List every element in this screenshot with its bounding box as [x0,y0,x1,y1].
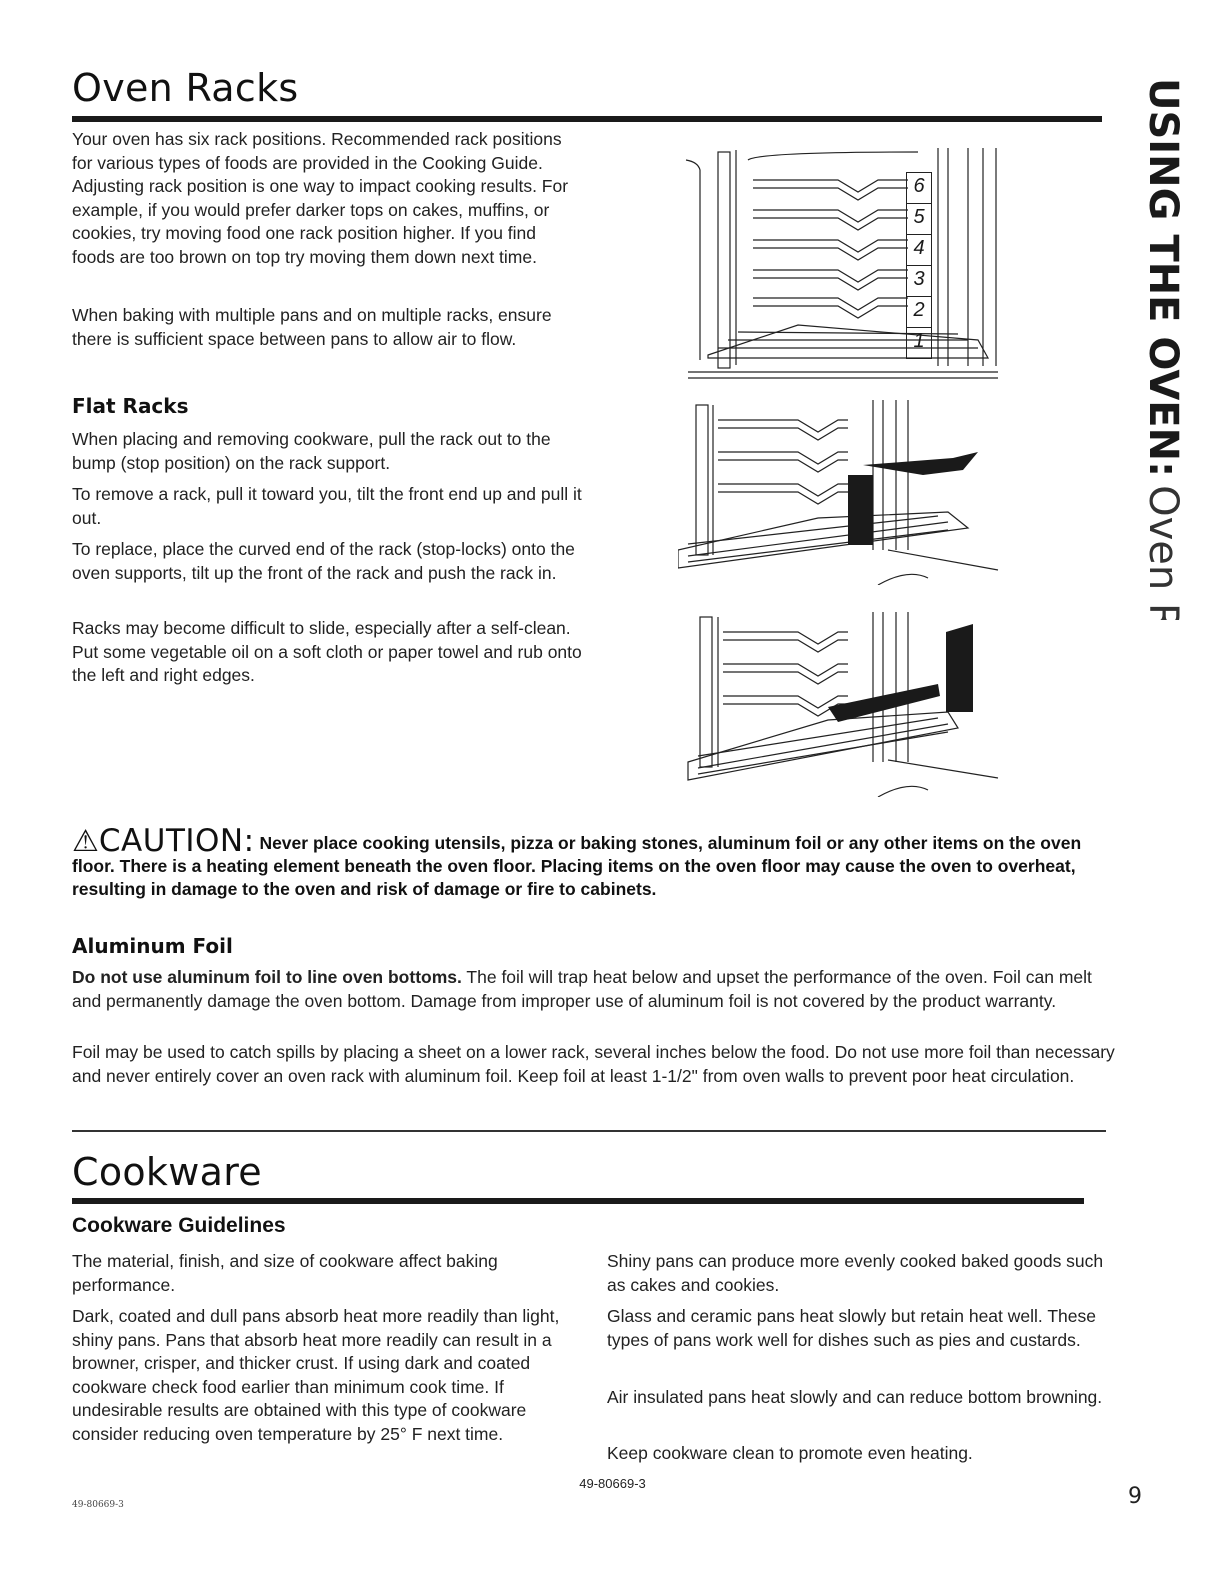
aluminum-foil-paragraph-1 [72,966,1117,1013]
side-tab-bold-text: USING THE OVEN: [1140,78,1186,478]
caution-text: Never place cooking utensils, pizza or baking stones, aluminum foil or any other items on the oven floor. There is a heating element beneath the oven floor. Placing items on the oven floor may cause the oven to overheat, resulting in damage to the oven and risk of damage or fire to cabinets. [72,833,1082,899]
side-section-tab [1128,60,1188,620]
aluminum-foil-paragraph-2: Foil may be used to catch spills by placing a sheet on a lower rack, several inches below the food. Do not use more foil than necessary and never entirely cover an oven rack with aluminum foil. Keep foil at least 1-1/2" from oven walls to prevent poor heat circulation. [72,1042,1115,1086]
rack-positions-illustration [678,140,1008,380]
cookware-left-paragraph-2: Dark, coated and dull pans absorb heat more readily than light, shiny pans. Pans that absorb heat more readily can result in a browner, crisper, and thicker crust. If using dark and coated cookware check food earlier than minimum cook time. If undesirable results are obtained with this type of cookware consider reducing oven temperature by 25° F next time. [72,1306,560,1444]
replace-rack-illustration [678,612,1008,797]
section-title-cookware: Cookware [72,1150,262,1194]
title-rule [72,116,1102,122]
cookware-guidelines-heading: Cookware Guidelines [72,1214,286,1237]
cookware-right-paragraph-1: Shiny pans can produce more evenly cooked baked goods such as cakes and cookies. [607,1251,1104,1295]
aluminum-foil-warning: Do not use aluminum foil to line oven bottoms. [72,967,462,987]
rack-label-5: 5 [906,204,932,235]
caution-word: CAUTION: [98,823,255,859]
remove-rack-illustration [678,400,1008,585]
rack-label-1: 1 [906,328,932,359]
page-number: 9 [1128,1484,1142,1509]
rack-number-labels [906,172,932,359]
svg-text:USING THE OVEN:Oven Racks [1140,78,1186,620]
cookware-right-paragraph-2: Glass and ceramic pans heat slowly but retain heat well. These types of pans work well for dishes such as pies and custards. [607,1306,1096,1350]
section-divider [72,1130,1106,1132]
rack-label-3: 3 [906,266,932,297]
cookware-right-paragraph-3: Air insulated pans heat slowly and can reduce bottom browning. [607,1387,1103,1407]
side-tab-light-text: Oven Racks [1140,485,1186,620]
flat-racks-paragraph-3: To replace, place the curved end of the rack (stop-locks) onto the oven supports, tilt up the front of the rack and push the rack in. [72,539,575,583]
flat-racks-paragraph-4: Racks may become difficult to slide, especially after a self-clean. Put some vegetable oil on a soft cloth or paper towel and rub onto the left and right edges. [72,618,582,685]
caution-block [72,823,1122,901]
footer-small-code: 49-80669-3 [72,1500,124,1510]
flat-racks-paragraph-2: To remove a rack, pull it toward you, tilt the front end up and pull it out. [72,484,582,528]
aluminum-foil-heading: Aluminum Foil [72,934,233,958]
section-title-oven-racks: Oven Racks [72,66,299,110]
intro-paragraph-1: Your oven has six rack positions. Recommended rack positions for various types of foods are provided in the Cooking Guide. Adjusting rack position is one way to impact cooking results. For example, if you would prefer darker tops on cakes, muffins, or cookies, try moving food one rack position higher. If you find foods are too brown on top try moving them down next time. [72,129,569,267]
rack-label-2: 2 [906,297,932,328]
rack-label-4: 4 [906,235,932,266]
flat-racks-heading: Flat Racks [72,394,189,418]
cookware-title-rule [72,1198,1084,1204]
warning-triangle-icon: ⚠ [72,825,99,858]
rack-label-6: 6 [906,172,932,204]
footer-document-code: 49-80669-3 [579,1476,646,1491]
cookware-right-paragraph-4: Keep cookware clean to promote even heating. [607,1443,973,1463]
intro-paragraph-2: When baking with multiple pans and on multiple racks, ensure there is sufficient space between pans to allow air to flow. [72,305,552,349]
aluminum-foil-paragraph-1-rest: The foil will trap heat below and upset the performance of the oven. Foil can melt and permanently damage the oven bottom. Damage from improper use of aluminum foil is not covered by the product warranty. [72,967,1092,1011]
cookware-left-paragraph-1: The material, finish, and size of cookware affect baking performance. [72,1251,498,1295]
flat-racks-paragraph-1: When placing and removing cookware, pull the rack out to the bump (stop position) on the rack support. [72,429,551,473]
